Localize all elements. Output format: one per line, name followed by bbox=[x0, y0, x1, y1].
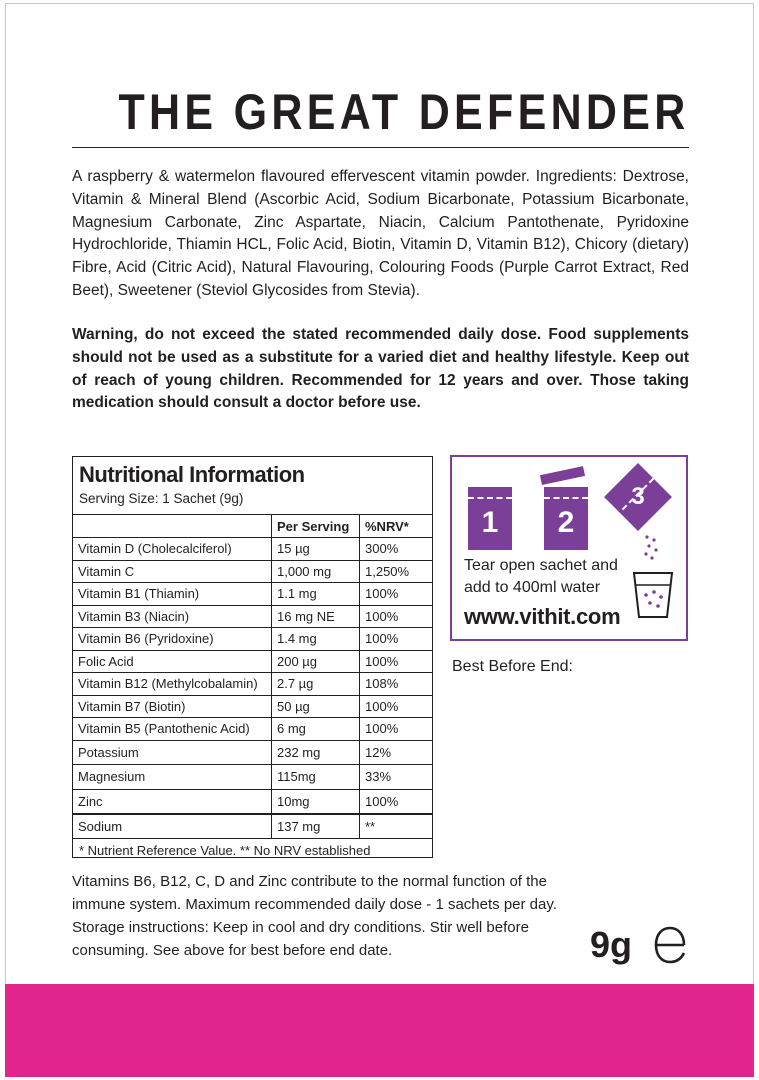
best-before-label: Best Before End: bbox=[452, 658, 573, 675]
nutrient-amount: 137 mg bbox=[272, 815, 360, 838]
nutrient-nrv: 12% bbox=[365, 744, 392, 760]
nutrition-row bbox=[73, 814, 432, 839]
nutrient-amount: 1.4 mg bbox=[272, 628, 360, 650]
nutrition-table bbox=[72, 456, 433, 858]
nutrient-name: Folic Acid bbox=[73, 651, 272, 673]
sachet-step2-icon: 2 bbox=[544, 487, 588, 550]
nutrition-title: Nutritional Information bbox=[79, 462, 305, 487]
estimated-sign-icon bbox=[650, 920, 690, 970]
nutrition-row bbox=[73, 790, 432, 815]
nutrient-nrv: ** bbox=[365, 819, 376, 834]
nutrition-row bbox=[73, 538, 432, 561]
sachet-tear-tab bbox=[540, 466, 585, 485]
nutrient-nrv: 100% bbox=[365, 698, 399, 714]
nutrient-nrv: 100% bbox=[365, 631, 399, 646]
column-nrv: %NRV* bbox=[365, 519, 409, 534]
nutrient-name: Zinc bbox=[73, 790, 272, 814]
serving-size: Serving Size: 1 Sachet (9g) bbox=[79, 491, 244, 506]
nutrient-name: Vitamin B1 (Thiamin) bbox=[73, 583, 272, 605]
warning-text: Warning, do not exceed the stated recommended daily dose. Food supplements should not be used as a substitute for a varied diet and healthy lifestyle. Keep out of reach of young children. Recommended for 12 years and over. Those taking medication should consult a doctor before use. bbox=[72, 326, 689, 412]
footer-color-band bbox=[5, 984, 754, 1077]
nutrient-nrv: 100% bbox=[365, 608, 399, 624]
nutrition-row bbox=[73, 673, 432, 696]
instructions-box bbox=[450, 455, 688, 641]
nutrient-name: Sodium bbox=[73, 815, 272, 838]
nutrient-name: Vitamin B12 (Methylcobalamin) bbox=[73, 673, 272, 695]
nutrition-row bbox=[73, 583, 432, 606]
nutrition-row bbox=[73, 718, 432, 741]
nutrition-rows bbox=[73, 538, 432, 839]
nutrient-name: Magnesium bbox=[73, 765, 272, 789]
nutrient-amount: 1.1 mg bbox=[272, 583, 360, 605]
nutrition-row bbox=[73, 561, 432, 584]
nutrient-nrv: 1,250% bbox=[365, 563, 410, 579]
nutrient-nrv: 300% bbox=[365, 541, 399, 556]
health-claims-text: Vitamins B6, B12, C, D and Zinc contribute to the normal function of the immune system. Maximum recommended daily dose - 1 sachets per day. Storage instructions: Keep in cool and dry conditions. Stir well before consuming. See above for best before end date. bbox=[72, 873, 557, 959]
nutrition-row bbox=[73, 765, 432, 790]
nutrition-row bbox=[73, 696, 432, 719]
nutrient-amount: 50 µg bbox=[272, 696, 360, 718]
nutrient-amount: 16 mg NE bbox=[272, 606, 360, 628]
nutrient-nrv: 108% bbox=[365, 676, 399, 691]
column-per-serving: Per Serving bbox=[272, 515, 360, 537]
nutrient-amount: 115mg bbox=[272, 765, 360, 789]
product-title: THE GREAT DEFENDER bbox=[72, 80, 689, 148]
nutrient-amount: 1,000 mg bbox=[272, 561, 360, 583]
instructions-line-1: Tear open sachet and bbox=[464, 557, 618, 574]
nutrition-row bbox=[73, 741, 432, 766]
instructions-line-2: add to 400ml water bbox=[464, 579, 601, 596]
nutrient-name: Vitamin B3 (Niacin) bbox=[73, 606, 272, 628]
nutrient-name: Vitamin C bbox=[73, 561, 272, 583]
column-nutrient bbox=[73, 515, 272, 537]
sachet-step1-icon: 1 bbox=[468, 487, 512, 550]
nutrient-amount: 6 mg bbox=[272, 718, 360, 740]
nutrient-amount: 10mg bbox=[272, 790, 360, 814]
powder-icon bbox=[642, 533, 662, 563]
nutrient-nrv: 100% bbox=[365, 793, 399, 809]
ingredients-text: A raspberry & watermelon flavoured effervescent vitamin powder. Ingredients: Dextrose, Vitamin & Mineral Blend (Ascorbic Acid, Sodium Bicarbonate, Potassium Bicarbonate, Magnesium Carbonate, Zinc Aspartate, Niacin, Calcium Pantothenate, Pyridoxine Hydrochloride, Thiamin HCL, Folic Acid, Biotin, Vitamin D, Vitamin B12), Chicory (dietary) Fibre, Acid (Citric Acid), Natural Flavouring, Colouring Foods (Purple Carrot Extract, Red Beet), Sweetener (Steviol Glycosides from Stevia). bbox=[72, 168, 689, 299]
nutrient-name: Vitamin B6 (Pyridoxine) bbox=[73, 628, 272, 650]
nutrient-name: Potassium bbox=[73, 741, 272, 765]
tear-line-1 bbox=[468, 497, 512, 499]
nutrition-row bbox=[73, 651, 432, 674]
nutrient-name: Vitamin B5 (Pantothenic Acid) bbox=[73, 718, 272, 740]
nutrient-amount: 15 µg bbox=[272, 538, 360, 560]
nutrient-nrv: 100% bbox=[365, 586, 399, 601]
nutrition-row bbox=[73, 606, 432, 629]
nutrition-row bbox=[73, 628, 432, 651]
instructions-text bbox=[464, 555, 618, 599]
tear-line-2 bbox=[544, 497, 588, 499]
nutrient-nrv: 33% bbox=[365, 769, 392, 784]
nutrient-amount: 200 µg bbox=[272, 651, 360, 673]
nutrient-amount: 2.7 µg bbox=[272, 673, 360, 695]
nutrient-amount: 232 mg bbox=[272, 741, 360, 765]
website-link[interactable]: www.vithit.com bbox=[464, 604, 621, 629]
nutrition-column-headers bbox=[73, 515, 432, 538]
nutrient-nrv: 100% bbox=[365, 721, 399, 736]
step3-number: 3 bbox=[631, 483, 645, 510]
nutrient-name: Vitamin D (Cholecalciferol) bbox=[73, 538, 272, 560]
glass-icon bbox=[632, 571, 674, 619]
nutrition-footnote: * Nutrient Reference Value. ** No NRV established bbox=[79, 842, 371, 858]
nutrient-nrv: 100% bbox=[365, 653, 399, 669]
net-weight: 9g bbox=[590, 924, 633, 965]
nutrition-header bbox=[73, 457, 432, 515]
nutrient-name: Vitamin B7 (Biotin) bbox=[73, 696, 272, 718]
